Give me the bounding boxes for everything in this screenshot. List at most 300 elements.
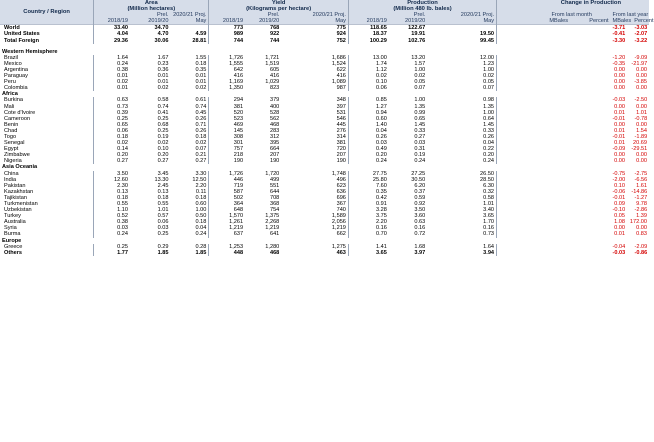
yield-1920-cell: 2,268 [265,219,280,226]
section-label: Asia Oceania [2,164,38,171]
area-1920-cell: 0.25 [157,231,169,238]
gap-spacer-2 [497,18,533,25]
change-year-percent-value: -2.75 [634,170,648,177]
area-1920-cell: 0.18 [157,194,169,201]
yield-may-cell: 397 [336,103,346,110]
change-year-percent-value: 0.00 [636,85,647,92]
change-year-percent-value: 0.00 [636,66,647,73]
prod-1920-cell: 0.99 [414,109,426,116]
area-1819-cell: 0.55 [94,201,130,207]
change-year-cell [611,38,649,44]
yield-may-cell: 1,748 [331,170,346,177]
yield-1819-cell: 308 [209,134,245,140]
yield-1819-cell: 642 [209,67,245,73]
area-1819-cell: 4.04 [94,31,130,37]
prod-may-cell: 0.22 [483,146,495,153]
country-name: Brazil [4,54,18,61]
area-1819-cell: 2.30 [94,183,130,189]
area-1920-cell: 0.74 [157,103,169,110]
area-1920-cell: 0.01 [157,79,169,86]
country-name: Peru [4,79,16,86]
yield-1920-cell: 528 [269,109,280,116]
yield-1920-cell: 1,029 [265,79,280,86]
area-1920-cell: 0.10 [157,146,169,153]
yield-may-cell: 381 [336,140,346,147]
area-may-cell: 0.02 [195,85,207,92]
month-mbales-label: MBales [533,18,570,25]
change-year-percent-value: -9.09 [634,54,648,61]
change-year-percent-value: 1.01 [636,109,647,116]
prod-1920-cell: 6.20 [414,182,426,189]
gap-cell [497,250,533,256]
area-1920-cell: 0.02 [157,85,169,92]
yield-1819-cell: 448 [209,250,245,256]
yield-may-cell: 496 [336,176,346,183]
change-year-mbales-value: -0.01 [612,133,626,140]
country-name: Total Foreign [4,37,40,44]
area-may-cell: 0.11 [195,188,207,195]
change-year-mbales-value: -0.35 [612,60,626,67]
area-1920-label: 2019/20 [130,18,170,25]
area-may-cell [170,25,208,32]
prod-may-cell: 1.45 [483,121,495,128]
yield-may-cell: 445 [336,121,346,128]
yield-1819-cell: 218 [209,152,245,158]
production-header: Production (Million 480 lb. bales) [348,0,496,12]
yield-may-cell: 924 [336,31,346,38]
prod-1920-cell: 13.20 [411,54,426,61]
area-1819-cell: 0.18 [94,195,130,201]
country-name: Zimbabwe [4,152,30,159]
month-percent-cell [570,250,610,256]
prod-1920-cell: 1.45 [414,121,426,128]
prod-1920-cell: 1.68 [414,243,426,250]
prod-1819-cell: 0.60 [348,116,388,122]
change-year-percent-value: -29.51 [631,146,648,153]
area-may-cell: 0.18 [195,133,207,140]
yield-1920-cell: 922 [269,31,280,38]
yield-1920-cell: 1,720 [265,170,280,177]
area-1819-cell: 3.50 [94,171,130,177]
area-1819-cell: 0.01 [94,85,130,91]
area-may-cell: 12.50 [192,176,207,183]
yield-may-cell: 1,219 [331,225,346,232]
yield-1819-cell: 1,253 [209,244,245,250]
yield-1920-cell: 207 [269,152,280,159]
yield-1819-cell: 757 [209,146,245,152]
prod-1920-cell: 3.97 [414,249,426,256]
change-year-percent-value: -21.97 [631,60,648,67]
prod-1920-cell: 0.33 [414,127,426,134]
yield-may-cell: 623 [336,182,346,189]
change-year-mbales-value: 0.00 [614,121,625,128]
area-may-cell: 0.24 [195,231,207,238]
yield-1819-cell: 989 [209,31,245,37]
yield-1920-cell: 551 [269,182,280,189]
area-1920-cell: 0.06 [157,219,169,226]
area-1819-cell: 0.38 [94,219,130,225]
yield-1920-cell: 744 [269,37,280,44]
prod-may-cell: 1.35 [483,103,495,110]
prod-may-cell [427,25,496,32]
area-1920-cell: 3.45 [157,170,169,177]
area-may-cell: 0.18 [195,194,207,201]
yield-1819-cell: 773 [209,25,245,32]
yield-1920-cell: 400 [269,103,280,110]
change-year-mbales-value: 0.01 [614,140,625,147]
prod-may-cell: 1.00 [483,109,495,116]
area-1819-cell: 0.63 [94,97,130,103]
prod-may-cell: 99.45 [480,37,495,44]
area-1819-cell: 0.20 [94,152,130,158]
area-may-cell: 4.59 [195,31,207,38]
change-year-percent-value: -0.86 [634,249,648,256]
change-year-percent-value: -1.27 [634,194,648,201]
yield-1920-cell: 1,375 [265,213,280,220]
change-year-mbales-value: -2.00 [612,176,626,183]
area-may-cell: 0.07 [195,146,207,153]
prod-proj-label: 2020/21 Proj. [427,12,496,18]
area-1920-cell: 0.25 [157,115,169,122]
yield-1920-cell: 644 [269,188,280,195]
area-1920-cell: 0.36 [157,66,169,73]
area-may-cell: 0.50 [195,213,207,220]
area-1819-cell: 1.64 [94,55,130,61]
area-1819-cell: 0.52 [94,213,130,219]
yield-1920-cell: 1,721 [265,54,280,61]
prod-1819-cell: 0.91 [348,201,388,207]
area-may-cell: 0.26 [195,127,207,134]
prod-1920-cell: 3.60 [414,213,426,220]
country-name: United States [4,31,40,38]
prod-may-cell: 0.20 [483,152,495,159]
yield-1920-cell: 708 [269,194,280,201]
change-year-percent-value: -3.22 [634,37,648,44]
prod-1920-cell: 0.92 [414,201,426,207]
prod-1819-cell: 0.35 [348,189,388,195]
prod-1819-cell: 1.40 [348,122,388,128]
prod-may-label: May [427,18,496,25]
area-1819-cell: 0.73 [94,104,130,110]
table-row [0,250,649,256]
yield-may-cell: 775 [336,25,346,32]
yield-proj-label: 2020/21 Proj. [281,12,348,18]
country-name: Paraguay [4,73,28,80]
area-1920-cell: 0.41 [157,109,169,116]
change-year-cell [611,158,649,164]
yield-1819-cell: 1,726 [209,171,245,177]
prod-1819-cell: 1.12 [348,67,388,73]
change-year-mbales-value: 0.01 [614,231,625,238]
change-year-percent-value: 0.00 [636,103,647,110]
yield-1819-cell: 446 [209,177,245,183]
prod-may-cell: 26.50 [480,170,495,177]
table-row [0,25,649,32]
yield-1819-cell: 381 [209,104,245,110]
country-name: China [4,170,19,177]
prod-1819-cell: 0.85 [348,97,388,103]
prod-1920-cell: 0.27 [414,133,426,140]
country-name: Senegal [4,140,25,147]
prod-may-cell: 1.23 [483,60,495,67]
prod-1819-cell: 1.27 [348,104,388,110]
country-name: Argentina [4,66,28,73]
yield-1819-cell: 469 [209,122,245,128]
change-year-percent-value: -2.86 [634,207,648,214]
change-year-percent-value: -3.03 [634,25,648,32]
country-name: Turkmenistan [4,201,38,207]
yield-1819-cell: 1,261 [209,219,245,225]
change-year-percent-value: -2.50 [634,97,648,104]
section-label: Africa [2,91,18,98]
change-year-percent-value: -14.86 [631,188,648,195]
prod-1920-label: 2019/20 [389,18,427,25]
change-year-percent-value: -1.89 [634,133,648,140]
yield-may-cell: 531 [336,109,346,116]
prod-1920-cell: 0.59 [414,194,426,201]
area-1819-cell: 0.27 [94,158,130,164]
area-1819-cell: 0.02 [94,79,130,85]
area-may-cell: 0.35 [195,66,207,73]
change-year-mbales-value: 0.00 [614,85,625,92]
yield-may-cell: 276 [336,127,346,134]
prod-1819-cell: 0.24 [348,158,388,164]
area-1920-cell: 0.03 [157,225,169,232]
area-may-cell: 1.00 [195,207,207,214]
prod-may-cell: 0.07 [483,85,495,92]
area-1819-cell: 0.03 [94,225,130,231]
change-year-mbales-value: -0.01 [612,194,626,201]
yield-may-cell: 696 [336,194,346,201]
prod-1819-cell: 100.29 [348,38,388,44]
month-percent-label: Percent [570,18,610,25]
area-may-cell: 0.28 [195,243,207,250]
prod-1920-cell: 19.91 [411,31,426,38]
yield-may-cell: 463 [336,249,346,256]
country-name: Uzbekistan [4,207,32,214]
area-1920-cell: 0.58 [157,97,169,104]
change-year-mbales-value: 0.01 [614,127,625,134]
prod-1819-cell: 3.28 [348,207,388,213]
yield-prel-label: Prel. [245,12,281,18]
yield-may-cell: 416 [336,73,346,80]
yield-may-cell: 207 [336,152,346,159]
country-name: Syria [4,225,17,232]
area-1819-cell: 0.24 [94,61,130,67]
area-1819-cell: 0.06 [94,128,130,134]
change-year-percent-value: 0.00 [636,121,647,128]
change-year-percent-value: 172.00 [629,219,647,226]
area-1920-cell: 0.19 [157,133,169,140]
area-1920-cell: 0.57 [157,213,169,220]
change-year-mbales-value: 0.00 [614,158,625,165]
prod-1920-cell: 0.65 [414,115,426,122]
prod-1920-cell: 0.05 [414,79,426,86]
change-year-mbales-value: -0.03 [612,249,626,256]
country-name: Cote d'Ivoire [4,109,36,116]
change-year-percent-value: -6.56 [634,176,648,183]
yield-1819-cell: 1,726 [209,55,245,61]
prod-1819-cell: 18.37 [348,31,388,37]
country-region-header: Country / Region [0,0,94,25]
yield-1819-cell: 1,555 [209,61,245,67]
yield-1819-cell: 744 [209,38,245,44]
section-label: Western Hemisphere [2,48,58,55]
prod-may-cell: 3.65 [483,213,495,220]
prod-1920-cell: 1.35 [414,103,426,110]
yield-may-cell: 314 [336,133,346,140]
yield-may-cell: 1,524 [331,60,346,67]
area-1819-cell: 29.36 [94,38,130,44]
change-year-percent-value: -3.85 [634,79,647,86]
prod-may-cell: 6.30 [483,182,495,189]
change-year-mbales-value: 0.01 [614,109,625,116]
yield-1819-cell: 1,169 [209,79,245,85]
yield-may-cell: 720 [336,146,346,153]
area-may-cell: 0.18 [195,219,207,226]
country-name: Colombia [4,85,28,92]
area-1819-cell: 0.01 [94,73,130,79]
yield-1819-cell: 145 [209,128,245,134]
yield-1920-cell: 379 [269,97,280,104]
area-1920-cell: 0.27 [157,158,169,165]
change-year-percent-value: -2.07 [634,31,648,38]
change-year-mbales-value: 0.09 [614,201,625,207]
yield-header: Yield (Kilograms per hectare) [209,0,349,12]
yield-1819-cell: 294 [209,97,245,103]
month-mbales-cell [533,250,570,256]
prod-1819-cell: 0.10 [348,79,388,85]
prod-may-cell: 0.05 [483,79,495,86]
yield-1819-cell: 637 [209,231,245,237]
area-1920-cell: 0.20 [157,152,169,159]
country-name: Nigeria [4,158,22,165]
area-header: Area (Million hectares) [94,0,209,12]
yield-1920-cell: 1,219 [265,225,280,232]
yield-1920-cell: 1,519 [265,60,280,67]
prod-1819-cell: 3.65 [348,250,388,256]
change-year-percent-value: 1.39 [636,213,647,220]
yield-1920-cell: 190 [269,158,280,165]
area-1920-cell: 30.06 [154,37,169,44]
yield-1920-cell: 754 [269,207,280,214]
yield-may-cell: 348 [336,97,346,104]
change-year-percent-value: 0.00 [636,152,647,159]
prod-1920-cell: 0.31 [414,146,426,153]
change-year-mbales-value: -0.03 [612,97,626,104]
area-may-cell: 1.55 [195,54,207,61]
prod-1920-cell: 0.02 [414,73,426,80]
yield-1819-cell: 416 [209,73,245,79]
prod-1819-cell: 13.00 [348,55,388,61]
yield-1920-cell: 395 [269,140,280,147]
area-1819-cell: 0.02 [94,140,130,146]
prod-may-cell: 0.58 [483,194,495,201]
prod-1920-cell: 30.50 [411,176,426,183]
country-name: Burkina [4,97,23,104]
area-1819-cell: 0.39 [94,110,130,116]
change-year-mbales-value: 0.00 [614,66,625,73]
area-may-cell: 2.20 [195,182,207,189]
yield-1920-cell: 1,280 [265,243,280,250]
area-may-cell: 0.01 [195,79,207,86]
country-name: Togo [4,133,17,140]
yield-1819-cell: 1,350 [209,85,245,91]
yield-1920-cell: 283 [269,127,280,134]
prod-1819-cell: 0.49 [348,146,388,152]
country-name: Burma [4,231,21,238]
change-year-mbales-value: 0.10 [614,182,625,189]
country-name: India [4,176,17,183]
prod-1920-cell: 122.67 [408,25,426,32]
area-may-cell: 0.61 [195,97,207,104]
prod-1920-cell: 3.50 [414,207,426,214]
prod-1920-cell: 0.16 [414,225,426,232]
prod-1920-cell: 0.07 [414,85,426,92]
prod-1819-cell: 0.70 [348,231,388,237]
prod-1819-cell: 0.20 [348,152,388,158]
yield-1920-cell: 562 [269,115,280,122]
area-1819-cell: 0.65 [94,122,130,128]
prod-may-cell: 0.02 [483,73,495,80]
change-year-percent-value: 0.83 [636,231,647,238]
yield-1819-cell: 301 [209,140,245,146]
yield-may-cell: 1,275 [331,243,346,250]
area-1920-cell: 1.85 [157,249,169,256]
change-year-mbales-value: -0.41 [612,31,626,38]
change-year-cell [611,250,649,256]
country-name: Mexico [4,60,22,67]
prod-1819-cell: 3.75 [348,213,388,219]
yield-1920-cell: 641 [269,231,280,238]
country-name: Chad [4,127,18,134]
yield-1819-cell: 1,570 [209,213,245,219]
prod-may-cell: 19.50 [480,31,495,38]
area-1920-cell: 1.01 [157,207,169,214]
month-mbales-cell [533,25,570,32]
change-year-percent-value: 9.78 [636,201,647,207]
country-name: Pakistan [4,182,26,189]
prod-may-cell: 0.64 [483,115,495,122]
change-year-mbales-value: -1.20 [612,54,626,61]
prod-1920-cell: 0.19 [414,152,426,159]
area-1920-cell: 0.29 [157,243,169,250]
prod-1819-cell: 1.41 [348,244,388,250]
area-may-cell: 0.27 [195,158,207,165]
area-1920-cell: 0.23 [157,60,169,67]
yield-may-cell: 190 [336,158,346,165]
prod-1920-cell: 0.37 [414,188,426,195]
prod-may-cell: 0.24 [483,158,495,165]
change-year-percent-value: 0.00 [636,73,647,80]
prod-1920-cell: 27.25 [411,170,426,177]
country-name: Others [4,249,23,256]
prod-may-cell: 0.26 [483,133,495,140]
yield-1819-cell: 1,219 [209,225,245,231]
area-1920-cell: 13.30 [154,176,169,183]
area-1819-cell: 0.24 [94,231,130,237]
yield-may-cell: 1,686 [331,54,346,61]
yield-may-cell: 1,089 [331,79,346,86]
yield-1819-cell: 364 [209,201,245,207]
country-name: Kazakhstan [4,188,34,195]
change-year-mbales-value: -0.06 [612,188,626,195]
yield-1920-cell: 664 [269,146,280,153]
from-last-month-label: From last month [533,12,611,18]
area-1920-cell: 1.67 [157,54,169,61]
yield-1920-cell: 368 [269,201,280,207]
prod-1819-cell: 0.04 [348,128,388,134]
